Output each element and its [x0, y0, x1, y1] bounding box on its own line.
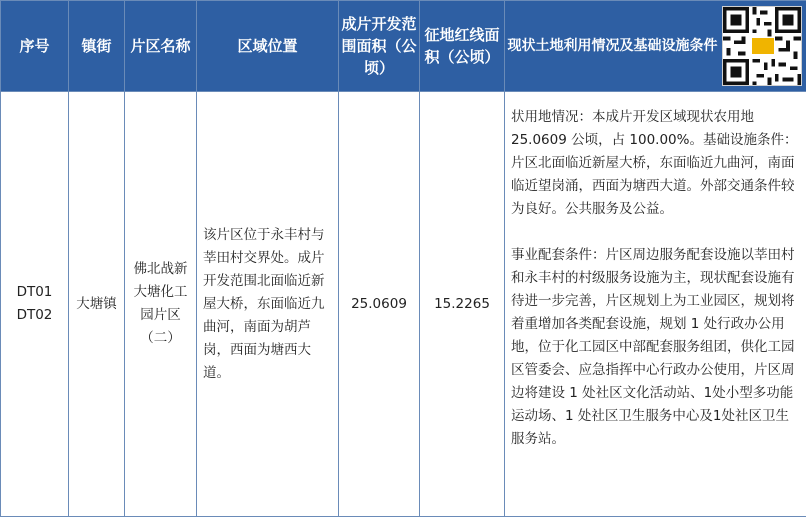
header-dev-area: 成片开发范围面积（公顷） [339, 1, 420, 92]
qr-code-icon [722, 6, 802, 86]
cell-town: 大塘镇 [69, 92, 125, 517]
header-row [1, 1, 806, 92]
paragraph-gap [511, 221, 800, 244]
header-conditions [505, 1, 806, 92]
header-zone-name: 片区名称 [125, 1, 197, 92]
cell-conditions [505, 92, 806, 517]
conditions-paragraph-1: 状用地情况：本成片开发区域现状农用地 25.0609 公顷，占 100.00%。基础设施条件：片区北面临近新屋大桥，东面临近九曲河，南面临近望岗涌，西面为塘西大道。外部交通条件较为良好。公共服务及公益。 [511, 109, 798, 217]
header-town: 镇街 [69, 1, 125, 92]
seq-line-1: DT01 [16, 284, 53, 300]
cell-location: 该片区位于永丰村与莘田村交界处。成片开发范围北面临近新屋大桥，东面临近九曲河，南面为胡芦岗，西面为塘西大道。 [197, 92, 339, 517]
header-red-area: 征地红线面积（公顷） [420, 1, 505, 92]
header-location: 区域位置 [197, 1, 339, 92]
conditions-paragraph-2: 事业配套条件：片区周边服务配套设施以莘田村和永丰村的村级服务设施为主，现状配套设施有待进一步完善，片区规划上为工业园区，规划将着重增加各类配套设施，规划 1 处行政办公用地，位于化工园区中部配套服务组团，供化工园区管委会、应急指挥中心行政办公使用，片区周边将建设 1 处社区文化活动站、1处小型多功能运动场、1 处社区卫生服务中心及1处社区卫生服务站。 [511, 247, 795, 447]
cell-seq [1, 92, 69, 517]
cell-zone-name: 佛北战新大塘化工园片区（二） [125, 92, 197, 517]
seq-line-2: DT02 [16, 307, 53, 323]
logo-icon [751, 37, 775, 55]
cell-dev-area: 25.0609 [339, 92, 420, 517]
table-row [1, 92, 806, 517]
cell-red-area: 15.2265 [420, 92, 505, 517]
header-seq: 序号 [1, 1, 69, 92]
header-conditions-label: 现状土地利用情况及基础设施条件 [507, 38, 718, 54]
